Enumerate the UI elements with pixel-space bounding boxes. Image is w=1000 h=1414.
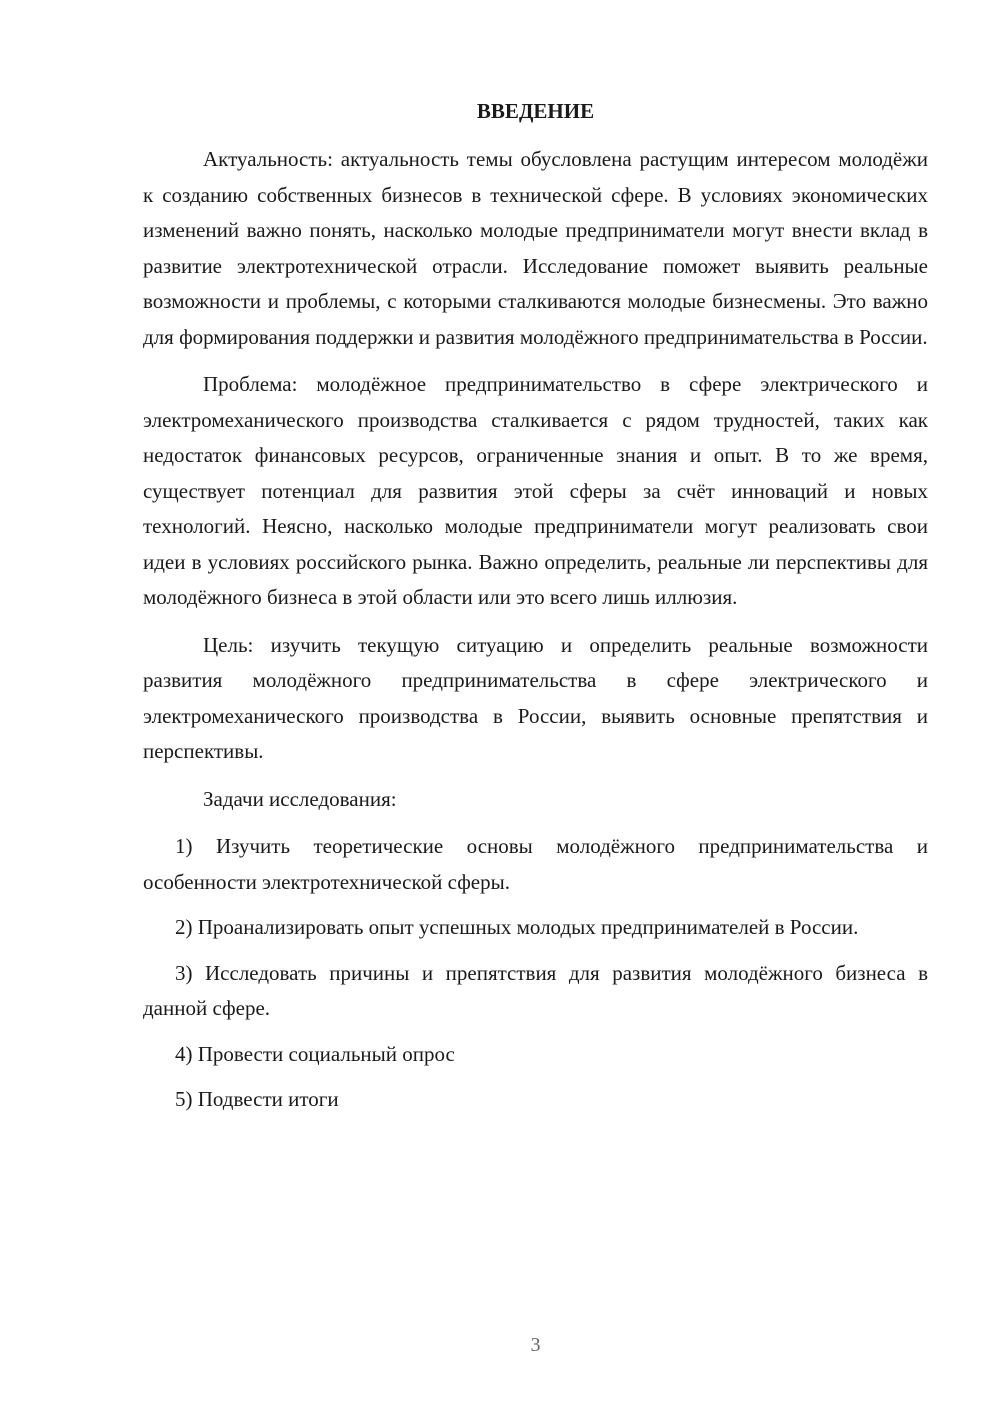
task-item-3: 3) Исследовать причины и препятствия для развития молодёжного бизнеса в данной сфере. — [143, 960, 928, 1020]
paragraph-relevance: Актуальность: актуальность темы обусловлена растущим интересом молодёжи к созданию собственных бизнесов в технической сфере. В условиях экономических изменений важно понять, насколько молодые предприниматели могут внести вклад в развитие электротехнической отрасли. Исследование поможет выявить реальные возможности и проблемы, с которыми сталкиваются молодые бизнесмены. Это важно для формирования поддержки и развития молодёжного предпринимательства в России. — [143, 147, 928, 349]
section-title: ВВЕДЕНИЕ — [476, 99, 595, 123]
page-number: 3 — [530, 1334, 541, 1356]
task-item-4: 4) Провести социальный опрос — [175, 1041, 455, 1066]
paragraph-goal: Цель: изучить текущую ситуацию и определить реальные возможности развития молодёжного предпринимательства в сфере электрического и электромеханического производства в России, выявить основные препятствия и перспективы. — [143, 632, 928, 763]
document-body — [143, 142, 928, 1128]
paragraph-tasks-heading: Задачи исследования: — [203, 786, 397, 811]
task-item-1: 1) Изучить теоретические основы молодёжного предпринимательства и особенности электротехнической сферы. — [143, 834, 928, 894]
task-item-2: 2) Проанализировать опыт успешных молодых предпринимателей в России. — [175, 915, 859, 939]
paragraph-problem: Проблема: молодёжное предпринимательство в сфере электрического и электромеханического производства сталкивается с рядом трудностей, таких как недостаток финансовых ресурсов, ограниченные знания и опыт. В то же время, существует потенциал для развития этой сферы за счёт инноваций и новых технологий. Неясно, насколько молодые предприниматели могут реализовать свои идеи в условиях российского рынка. Важно определить, реальные ли перспективы для молодёжного бизнеса в этой области или это всего лишь иллюзия. — [143, 372, 928, 609]
document-page — [143, 0, 928, 1414]
task-item-5: 5) Подвести итоги — [175, 1087, 339, 1111]
